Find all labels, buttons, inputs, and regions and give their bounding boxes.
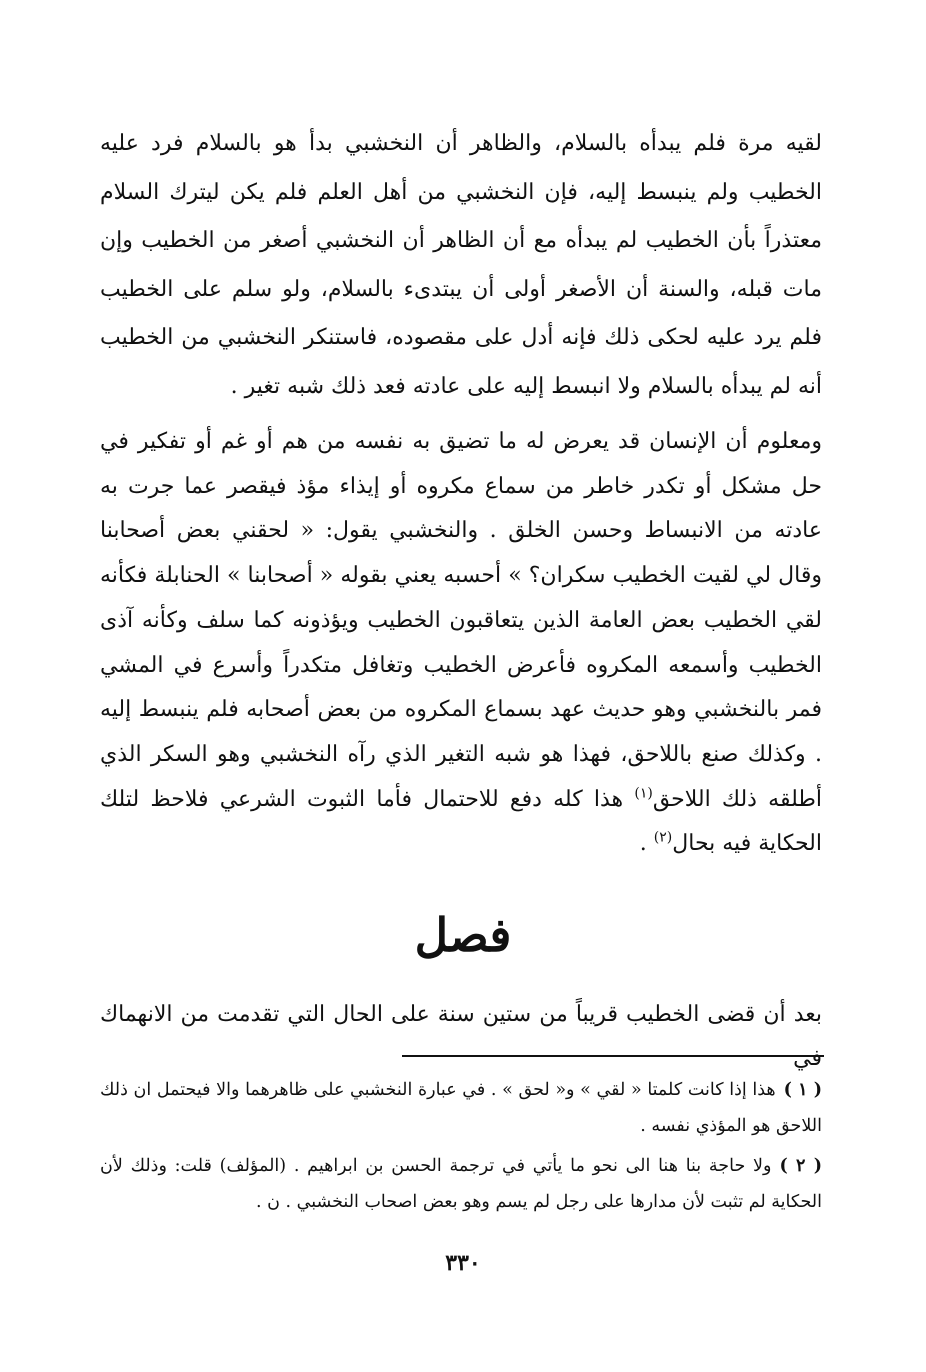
section-heading: فصل [414, 908, 512, 962]
footnotes [100, 1072, 822, 1224]
footnote-2 [100, 1148, 822, 1220]
footnote-2-marker: ( ٢ ) [779, 1156, 822, 1176]
footnote-2-text: ولا حاجة بنا هنا الى نحو ما يأتي في ترجمة الحسن بن ابراهيم . (المؤلف) قلت: وذلك لأن الحكاية لم تثبت لأن مدارها على رجل لم يسم وهو بعض اصحاب النخشبي . ن . [100, 1156, 822, 1212]
footnote-1-marker: ( ١ ) [783, 1080, 822, 1100]
paragraph-2-end: . [639, 831, 654, 857]
paragraph-2 [100, 420, 822, 867]
paragraph-1: لقيه مرة فلم يبدأه بالسلام، والظاهر أن النخشبي بدأ هو بالسلام فرد عليه الخطيب ولم ينبسط إليه، فإن النخشبي من أهل العلم فلم يكن ليترك السلام معتذراً بأن الخطيب لم يبدأه مع أن الظاهر أن النخشبي أصغر من الخطيب وإن مات قبله، والسنة أن الأصغر أولى أن يبتدىء بالسلام، ولو سلم على الخطيب فلم يرد عليه لحكى ذلك فإنه أدل على مقصوده، فاستنكر النخشبي من الخطيب أنه لم يبدأه بالسلام ولا انبسط إليه على عادته فعد ذلك شبه تغير . [100, 131, 822, 399]
paragraph-3: بعد أن قضى الخطيب قريباً من ستين سنة على الحال التي تقدمت من الانهماك في [100, 1002, 822, 1071]
footnote-1 [100, 1072, 822, 1144]
paragraph-2-text: ومعلوم أن الإنسان قد يعرض له ما تضيق به نفسه من هم أو غم أو تفكير في حل مشكل أو تكدر خاطر من سماع مكروه أو إيذاء مؤذ فيقصر عما جرت به عادته من الانبساط وحسن الخلق . والنخشبي يقول: « لحقني بعض أصحابنا وقال لي لقيت الخطيب سكران؟ » أحسبه يعني بقوله « أصحابنا » الحنابلة فكأنه لقي الخطيب بعض العامة الذين يتعاقبون الخطيب ويؤذونه كما سلف وكأنه آذى الخطيب وأسمعه المكروه فأعرض الخطيب وتغافل متكدراً وأسرع في المشي فمر بالنخشبي وهو حديث عهد بسماع المكروه من بعض أصحابه فلم ينبسط إليه . وكذلك صنع باللاحق، فهذا هو شبه التغير الذي رآه النخشبي وهو السكر الذي أطلقه ذلك اللاحق [100, 429, 822, 812]
paragraph-2-text-cont: هذا كله دفع للاحتمال فأما الثبوت الشرعي فلاحظ لتلك الحكاية فيه بحال [100, 786, 822, 857]
page-number: ٣٣٠ [445, 1250, 481, 1276]
footnote-1-text: هذا إذا كانت كلمتا « لقي » و« لحق » . في عبارة النخشبي على ظاهرهما والا فيحتمل ان ذلك اللاحق هو المؤذي نفسه . [100, 1080, 822, 1136]
footnote-ref-1[interactable]: (١) [634, 785, 653, 802]
footnote-separator [402, 1055, 824, 1057]
footnote-ref-2[interactable]: (٢) [653, 830, 673, 846]
